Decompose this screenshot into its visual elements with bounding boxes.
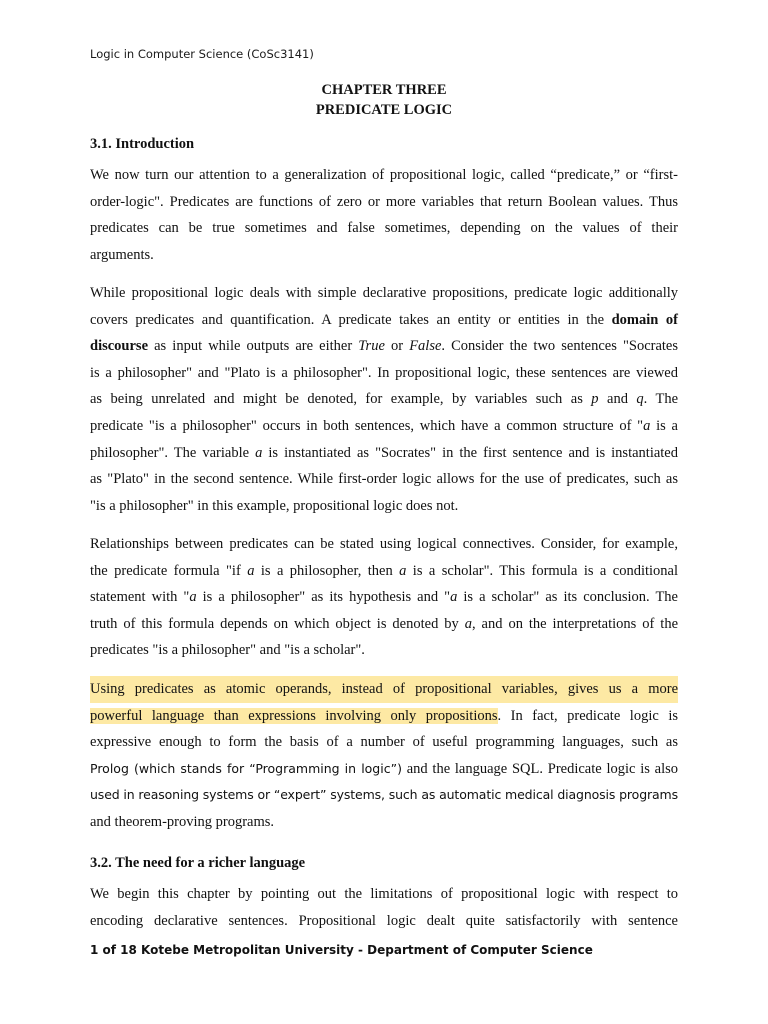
text-line: While propositional logic deals with simple declarative propositions, predicate logic additionally bbox=[90, 285, 678, 301]
highlighted-text: powerful language than expressions involving only propositions bbox=[90, 707, 498, 724]
text-line: Relationships between predicates can be stated using logical connectives. Consider, for example, bbox=[90, 536, 678, 552]
chapter-number: CHAPTER THREE bbox=[321, 82, 447, 98]
text-line: the predicate formula "if a is a philosopher, then a is a scholar". This formula is a conditional bbox=[90, 562, 678, 579]
text-line: predicate "is a philosopher" occurs in both sentences, which have a common structure of "a is a bbox=[90, 417, 678, 434]
text-line: encoding declarative sentences. Propositional logic dealt quite satisfactorily with sentence bbox=[90, 912, 678, 929]
text-line: and theorem-proving programs. bbox=[90, 813, 275, 830]
text-line: discourse as input while outputs are either True or False. Consider the two sentences "Socrates bbox=[90, 338, 678, 355]
text-line: covers predicates and quantification. A predicate takes an entity or entities in the domain of bbox=[90, 311, 678, 328]
paragraph-propositional-vs-predicate bbox=[90, 280, 678, 519]
text-line: as being unrelated and might be denoted, for example, by variables such as p and q. The bbox=[90, 391, 679, 408]
bold-term: discourse bbox=[90, 338, 148, 355]
text-line: order-logic". Predicates are functions of zero or more variables that return Boolean values. Thus bbox=[90, 193, 678, 210]
section-heading-introduction: 3.1. Introduction bbox=[90, 136, 195, 152]
text-line: as "Plato" in the second sentence. While first-order logic allows for the use of predicates, such as bbox=[90, 471, 678, 488]
text-line: "is a philosopher" in this example, propositional logic does not. bbox=[90, 497, 459, 514]
text-line: predicates can be true sometimes and false sometimes, depending on the values of their bbox=[90, 220, 678, 237]
page-header: Logic in Computer Science (CoSc3141) bbox=[90, 47, 314, 61]
paragraph-intro bbox=[90, 162, 678, 268]
text-line: We now turn our attention to a generalization of propositional logic, called “predicate,” or “first- bbox=[90, 167, 678, 183]
chapter-title: PREDICATE LOGIC bbox=[315, 102, 453, 118]
text-line: Prolog (which stands for “Programming in logic”) and the language SQL. Predicate logic is also bbox=[90, 760, 679, 777]
section-heading-richer-language: 3.2. The need for a richer language bbox=[90, 855, 306, 871]
text-line: philosopher". The variable a is instantiated as "Socrates" in the first sentence and is instantiated bbox=[90, 444, 678, 461]
text-line: predicates "is a philosopher" and "is a scholar". bbox=[90, 642, 365, 659]
highlighted-text-line: Using predicates as atomic operands, instead of propositional variables, gives us a more bbox=[90, 676, 678, 703]
text-line: arguments. bbox=[90, 246, 154, 263]
text-line: powerful language than expressions involving only propositions. In fact, predicate logic is bbox=[90, 707, 678, 724]
text-line: expressive enough to form the basis of a number of useful programming languages, such as bbox=[90, 734, 678, 751]
text-line: We begin this chapter by pointing out the limitations of propositional logic with respect to bbox=[90, 886, 678, 902]
paragraph-relationships bbox=[90, 531, 678, 664]
paragraph-predicates-as-operands bbox=[90, 676, 678, 836]
text-line: used in reasoning systems or “expert” systems, such as automatic medical diagnosis programs bbox=[90, 787, 679, 803]
bold-term: domain of bbox=[611, 311, 678, 328]
page-footer: 1 of 18 Kotebe Metropolitan University - Department of Computer Science bbox=[90, 943, 593, 957]
text-line: is a philosopher" and "Plato is a philosopher". In propositional logic, these sentences are viewed bbox=[90, 364, 678, 381]
text-line: statement with "a is a philosopher" as its hypothesis and "a is a scholar" as its conclusion. The bbox=[90, 589, 678, 606]
paragraph-limitations bbox=[90, 881, 678, 934]
text-line: truth of this formula depends on which object is denoted by a, and on the interpretations of the bbox=[90, 615, 679, 632]
